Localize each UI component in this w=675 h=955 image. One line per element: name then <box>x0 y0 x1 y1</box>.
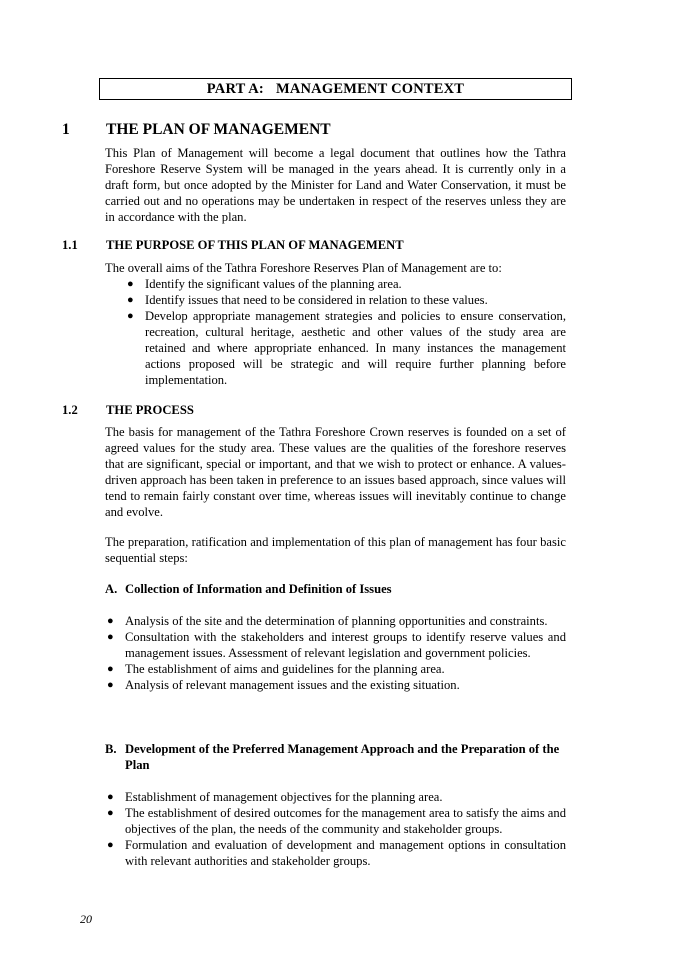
bullet-icon: ● <box>107 631 114 643</box>
bullet-icon: ● <box>127 278 134 290</box>
bullet-icon: ● <box>107 839 114 851</box>
bullet-icon: ● <box>107 807 114 819</box>
step-b-list <box>105 789 566 869</box>
section-1-number: 1 <box>62 121 70 138</box>
bullet-icon: ● <box>107 663 114 675</box>
part-label: PART A: <box>206 81 264 97</box>
bullet-icon: ● <box>107 791 114 803</box>
section-1-1-number: 1.1 <box>62 238 78 252</box>
list-item: ● Establishment of management objectives for the planning area. <box>107 790 443 804</box>
bullet-icon: ● <box>107 615 114 627</box>
section-1-1-title: THE PURPOSE OF THIS PLAN OF MANAGEMENT <box>106 238 404 252</box>
section-1-paragraph: This Plan of Management will become a legal document that outlines how the Tathra Foreshore Reserve System will be managed in the years ahead. It is currently only in a draft form, but once adopted by the Minister for Land and Water Conservation, it must be carried out and no operations may be undertaken in respect of the reserves unless they are in accordance with the plan. <box>105 146 566 224</box>
section-1-2-paragraph-2: The preparation, ratification and implementation of this plan of management has four basic sequential steps: <box>105 535 566 565</box>
step-b-heading <box>105 741 566 773</box>
section-1-1-intro: The overall aims of the Tathra Foreshore Reserves Plan of Management are to: <box>105 261 502 275</box>
page-number: 20 <box>80 912 92 926</box>
list-item: ● The establishment of desired outcomes for the management area to satisfy the aims and objectives of the plan, the needs of the community and stakeholder groups. <box>107 806 566 836</box>
step-a-title: Collection of Information and Definition of Issues <box>125 582 392 596</box>
step-b-title: Development of the Preferred Management Approach and the Preparation of the Plan <box>125 742 560 772</box>
list-item: ● Analysis of relevant management issues and the existing situation. <box>107 678 460 692</box>
aims-list <box>125 276 566 388</box>
list-item: ● Analysis of the site and the determination of planning opportunities and constraints. <box>107 614 548 628</box>
step-b-letter: B. <box>105 742 117 756</box>
section-1-2-title: THE PROCESS <box>106 403 194 417</box>
section-1-title: THE PLAN OF MANAGEMENT <box>106 121 331 138</box>
bullet-icon: ● <box>127 294 134 306</box>
list-item: ● The establishment of aims and guidelines for the planning area. <box>107 662 445 676</box>
section-1-2-number: 1.2 <box>62 403 78 417</box>
part-heading-box <box>99 78 572 100</box>
part-title: MANAGEMENT CONTEXT <box>275 81 465 97</box>
list-item: ● Develop appropriate management strategies and policies to ensure conservation, recreation, cultural heritage, aesthetic and other values of the study area are retained and where appropriate enhanced. In many instances the management actions proposed will be strategic and will require further planning before implementation. <box>127 309 566 387</box>
list-item: ● Formulation and evaluation of development and management options in consultation with relevant authorities and stakeholder groups. <box>107 838 566 868</box>
step-a-list <box>105 613 566 693</box>
bullet-icon: ● <box>107 679 114 691</box>
list-item: ● Identify issues that need to be considered in relation to these values. <box>127 293 488 307</box>
list-item: ● Consultation with the stakeholders and interest groups to identify reserve values and management issues. Assessment of relevant legislation and government policies. <box>107 630 566 660</box>
step-a-heading <box>105 581 566 597</box>
bullet-icon: ● <box>127 310 134 322</box>
section-1-2-paragraph-1: The basis for management of the Tathra Foreshore Crown reserves is founded on a set of agreed values for the study area. These values are the qualities of the foreshore reserves that are significant, special or important, and that we wish to protect or enhance. A values-driven approach has been taken in preference to an issues based approach, since values will tend to remain fairly constant over time, whereas issues will inevitably continue to change and evolve. <box>105 425 566 519</box>
step-a-letter: A. <box>105 582 118 596</box>
list-item: ● Identify the significant values of the planning area. <box>127 277 402 291</box>
